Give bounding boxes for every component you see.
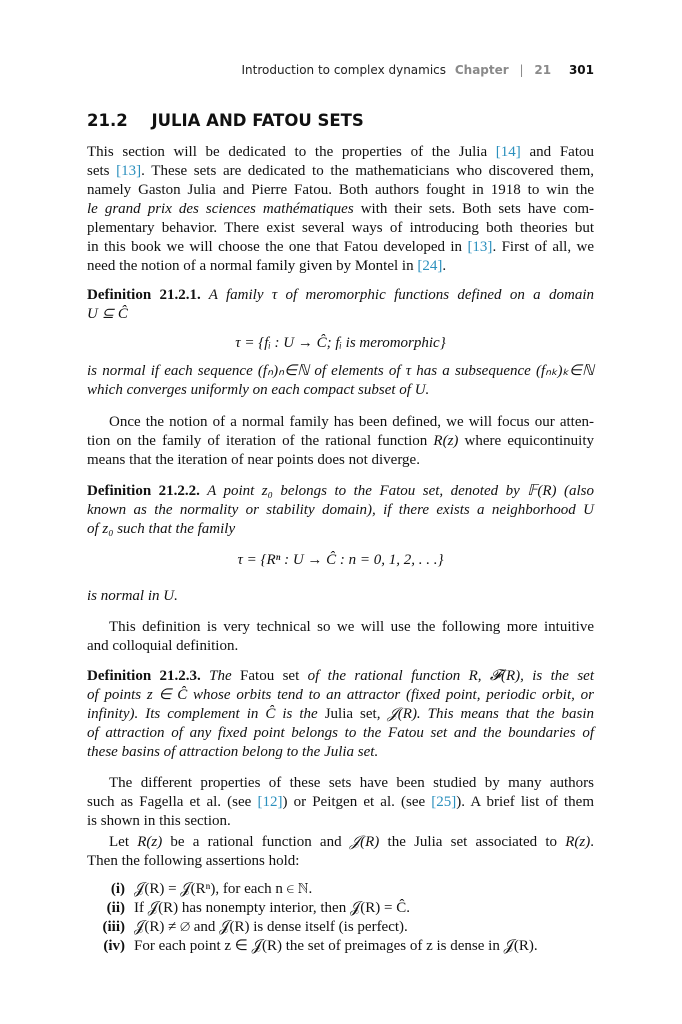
text-line: [87, 381, 594, 400]
text-line: [87, 812, 594, 831]
formula: [87, 551, 594, 570]
text-line: [87, 257, 594, 276]
text-segment: is normal in U.: [87, 588, 178, 604]
text-segment: plementary behavior. There exist several ways of introducing both theories but: [87, 220, 594, 236]
text-segment: infinity). Its complement in Ĉ is the: [87, 706, 325, 722]
text-line: [87, 705, 594, 724]
text-line: [87, 551, 594, 570]
text-line: [87, 219, 594, 238]
text-segment: the Julia set associated to: [379, 834, 566, 850]
text-line: [87, 143, 594, 162]
text-segment: sets: [87, 163, 117, 179]
text-segment: Then the following assertions hold:: [87, 853, 300, 869]
list-item: [87, 937, 594, 956]
text-segment: .: [590, 834, 594, 850]
text-line: [87, 162, 594, 181]
text-segment: Fatou set: [240, 668, 300, 684]
citation-link[interactable]: [24]: [417, 258, 443, 274]
text-line: [87, 833, 594, 852]
text-segment: U ⊆ Ĉ: [87, 306, 128, 322]
section-title: JULIA AND FATOU SETS: [151, 111, 364, 130]
text-line: [87, 852, 594, 871]
text-segment: 𝒥(R): [349, 834, 380, 850]
text-segment: A family τ of meromorphic functions defined on a domain: [200, 287, 594, 303]
list-label: (iv): [103, 938, 125, 954]
citation-link[interactable]: [25]: [431, 794, 457, 810]
definition: [87, 286, 594, 324]
text-segment: such as Fagella et al. (see: [87, 794, 258, 810]
text-line: [87, 520, 594, 539]
citation-link[interactable]: [13]: [116, 163, 142, 179]
text-segment: known as the normality or stability domain), if there exists a neighborhood U: [87, 502, 594, 518]
definition: [87, 587, 594, 606]
text-line: [87, 451, 594, 470]
text-segment: This definition is very technical so we will use the following more intuitive: [109, 619, 594, 635]
chapter-label: Chapter: [454, 63, 509, 77]
text-line: [87, 724, 594, 743]
definition: [87, 482, 594, 539]
text-line: [87, 587, 594, 606]
list-label: (iii): [102, 919, 125, 935]
list-item: [87, 899, 594, 918]
text-line: [87, 793, 594, 812]
formula: [87, 334, 594, 353]
text-line: [87, 618, 594, 637]
text-segment: The: [200, 668, 241, 684]
list-text: If 𝒥(R) has nonempty interior, then 𝒥(R) = Ĉ.: [134, 900, 411, 916]
definition-label: Definition 21.2.2.: [87, 483, 200, 499]
text-segment: is shown in this section.: [87, 813, 231, 829]
text-segment: and Fatou: [520, 144, 594, 160]
text-segment: .: [442, 258, 447, 274]
text-line: [87, 501, 594, 520]
definition-label: Definition 21.2.3.: [87, 668, 201, 684]
text-segment: . These sets are dedicated to the mathematicians who discovered them,: [141, 163, 595, 179]
text-line: [87, 238, 594, 257]
paragraph: [87, 833, 594, 871]
citation-link[interactable]: [14]: [495, 144, 521, 160]
citation-link[interactable]: [13]: [467, 239, 493, 255]
text-segment: Let: [109, 834, 138, 850]
text-line: [87, 181, 594, 200]
text-line: [87, 334, 594, 353]
list-text: 𝒥(R) ≠ ∅ and 𝒥(R) is dense itself (is perfect).: [134, 919, 408, 935]
paragraph: [87, 774, 594, 831]
text-line: [87, 286, 594, 305]
text-segment: R(z): [137, 834, 163, 850]
text-line: [87, 305, 594, 324]
definition-label: Definition 21.2.1.: [87, 287, 201, 303]
text-segment: in this book we will choose the one that Fatou developed in: [87, 239, 468, 255]
text-segment: R(z): [433, 433, 459, 449]
text-segment: The different properties of these sets have been studied by many authors: [109, 775, 594, 791]
header-separator: |: [519, 63, 524, 77]
text-segment: , 𝒥(R). This means that the basin: [376, 706, 595, 722]
list-text: 𝒥(R) = 𝒥(Rⁿ), for each n ∈ ℕ.: [134, 881, 313, 897]
text-segment: with their sets. Both sets have com-: [353, 201, 594, 217]
list-text: For each point z ∈ 𝒥(R) the set of preimages of z is dense in 𝒥(R).: [134, 938, 538, 954]
text-segment: is normal if each sequence (fₙ)ₙ∈ℕ of elements of τ has a subsequence (fₙₖ)ₖ∈ℕ: [87, 363, 594, 379]
text-line: [87, 774, 594, 793]
list-item: [87, 880, 594, 899]
paragraph: [87, 618, 594, 656]
text-segment: means that the iteration of near points does not diverge.: [87, 452, 420, 468]
list-label: (i): [110, 881, 125, 897]
text-segment: τ = {fᵢ : U → Ĉ; fᵢ is meromorphic}: [235, 335, 446, 351]
paragraph: [87, 413, 594, 470]
text-segment: of the rational function R, 𝓕(R), is the set: [299, 668, 595, 684]
citation-link[interactable]: [12]: [257, 794, 283, 810]
text-segment: τ = {Rⁿ : U → Ĉ : n = 0, 1, 2, . . .}: [237, 552, 444, 568]
text-segment: these basins of attraction belong to the Julia set.: [87, 744, 379, 760]
text-segment: tion on the family of iteration of the rational function: [87, 433, 434, 449]
list-item: [87, 918, 594, 937]
text-line: [87, 686, 594, 705]
list-label: (ii): [106, 900, 125, 916]
text-line: [87, 200, 594, 219]
text-segment: Julia set: [324, 706, 377, 722]
text-segment: of attraction of any fixed point belongs to the Fatou set and the boundaries of: [87, 725, 594, 741]
text-segment: be a rational function and: [162, 834, 350, 850]
text-segment: R(z): [565, 834, 591, 850]
running-header: [241, 63, 594, 77]
section-heading: [87, 111, 364, 130]
text-line: [87, 667, 594, 686]
text-line: [87, 482, 594, 501]
text-segment: Once the notion of a normal family has been defined, we will focus our atten-: [109, 414, 594, 430]
text-line: [87, 413, 594, 432]
chapter-number: 21: [534, 63, 552, 77]
text-segment: of points z ∈ Ĉ whose orbits tend to an attractor (fixed point, periodic orbit, or: [87, 687, 594, 703]
text-segment: ) or Peitgen et al. (see: [282, 794, 432, 810]
page-number: 301: [568, 63, 594, 77]
text-segment: of z₀ such that the family: [87, 521, 236, 537]
text-segment: which converges uniformly on each compact subset of U.: [87, 382, 430, 398]
text-line: [87, 743, 594, 762]
text-segment: namely Gaston Julia and Pierre Fatou. Both authors fought in 1918 to win the: [87, 182, 594, 198]
text-line: [87, 362, 594, 381]
section-number: 21.2: [87, 111, 128, 130]
text-segment: need the notion of a normal family given by Montel in: [87, 258, 418, 274]
text-line: [87, 432, 594, 451]
paragraph: [87, 143, 594, 276]
book-title: Introduction to complex dynamics: [241, 63, 447, 77]
text-segment: . First of all, we: [492, 239, 594, 255]
text-segment: A point z₀ belongs to the Fatou set, denoted by 𝔽(R) (also: [199, 483, 594, 499]
definition: [87, 362, 594, 400]
text-segment: and colloquial definition.: [87, 638, 239, 654]
text-segment: ). A brief list of them: [456, 794, 594, 810]
text-line: [87, 637, 594, 656]
definition: [87, 667, 594, 762]
text-segment: This section will be dedicated to the properties of the Julia: [87, 144, 496, 160]
text-segment: le grand prix des sciences mathématiques: [87, 201, 354, 217]
text-segment: where equicontinuity: [458, 433, 594, 449]
